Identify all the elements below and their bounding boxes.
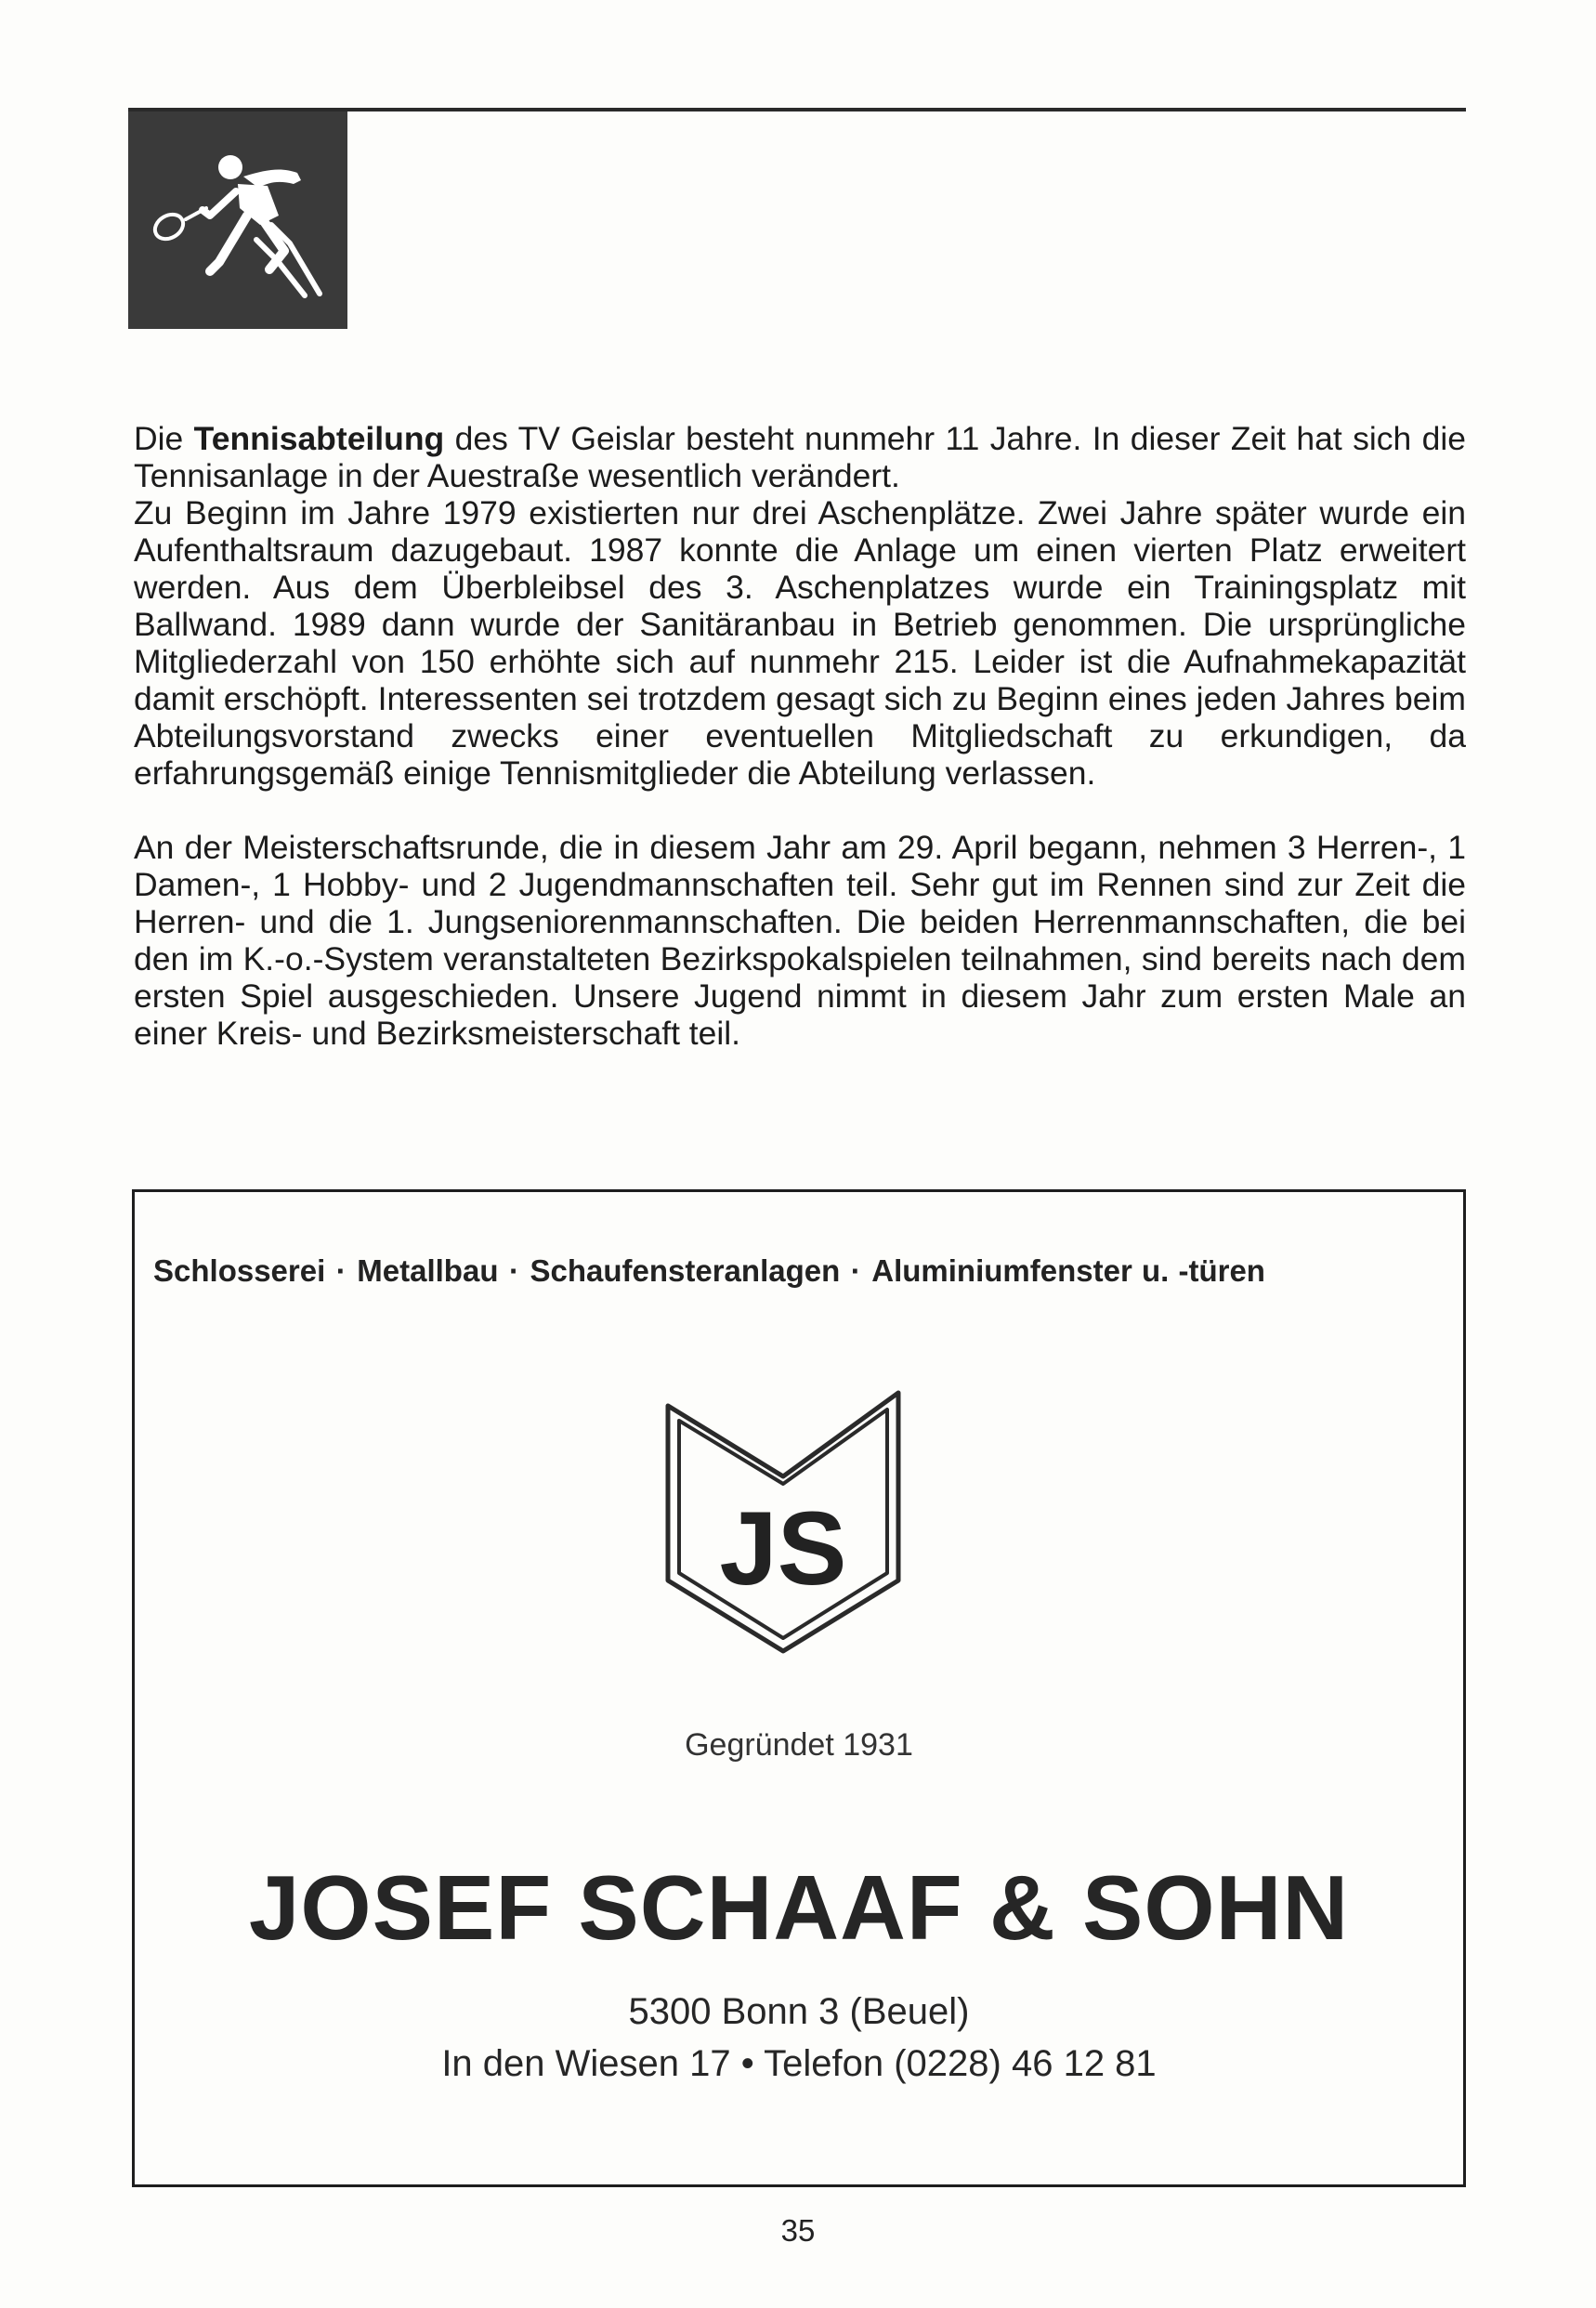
company-contact: In den Wiesen 17 • Telefon (0228) 46 12 81 <box>441 2043 1157 2084</box>
service-item: Aluminiumfenster u. -türen <box>871 1253 1265 1288</box>
company-name: JOSEF SCHAAF & SOHN <box>248 1856 1350 1959</box>
service-item: Schlosserei <box>153 1253 326 1288</box>
section-name: Tennisabteilung <box>193 420 445 457</box>
company-logo <box>662 1387 904 1657</box>
ad-services-line <box>153 1253 1445 1289</box>
advertisement <box>132 1189 1466 2187</box>
article-paragraph-1: Die Tennisabteilung des TV Geislar besteht nunmehr 11 Jahre. In dieser Zeit hat sich die Tennisanlage in der Auestraße wesentlich verändert. <box>134 420 1466 494</box>
separator: · <box>335 1253 347 1288</box>
article-paragraph-2: Zu Beginn im Jahre 1979 existierten nur drei Aschenplätze. Zwei Jahre später wurde ein Aufenthaltsraum dazugebaut. 1987 konnte die Anlage um einen vierten Platz erweitert werden. Aus dem Überbleibsel des 3. Aschenplatzes wurde ein Trainingsplatz mit Ballwand. 1989 dann wurde der Sanitäranbau in Betrieb genommen. Die ursprüngliche Mitgliederzahl von 150 erhöhte sich auf nunmehr 215. Leider ist die Aufnahmekapazität damit erschöpft. Interessenten sei trotzdem gesagt sich zu Beginn eines jeden Jahres beim Abteilungsvorstand zwecks einer eventuellen Mitgliedschaft zu erkundigen, da erfahrungsgemäß einige Tennismitglieder die Abteilung verlassen. <box>134 494 1466 792</box>
founded-text: Gegründet 1931 <box>685 1727 913 1763</box>
company-address: 5300 Bonn 3 (Beuel) <box>628 1991 970 2032</box>
service-item: Schaufensteranlagen <box>530 1253 841 1288</box>
tennis-player-icon <box>128 111 347 329</box>
separator: · <box>508 1253 519 1288</box>
separator: · <box>850 1253 861 1288</box>
page-number: 35 <box>780 2213 816 2248</box>
article-body <box>134 420 1466 1052</box>
logo-text: JS <box>719 1490 847 1606</box>
service-item: Metallbau <box>357 1253 499 1288</box>
article-paragraph-3: An der Meisterschaftsrunde, die in diesem Jahr am 29. April begann, nehmen 3 Herren-, 1 Damen-, 1 Hobby- und 2 Jugendmannschaften teil. Sehr gut im Rennen sind zur Zeit die Herren- und die 1. Jungseniorenmannschaften. Die beiden Herrenmannschaften, die bei den im K.-o.-System veranstalteten Bezirkspokalspielen teilnahmen, sind bereits nach dem ersten Spiel ausgeschieden. Unsere Jugend nimmt in diesem Jahr zum ersten Male an einer Kreis- und Bezirksmeisterschaft teil. <box>134 829 1466 1052</box>
